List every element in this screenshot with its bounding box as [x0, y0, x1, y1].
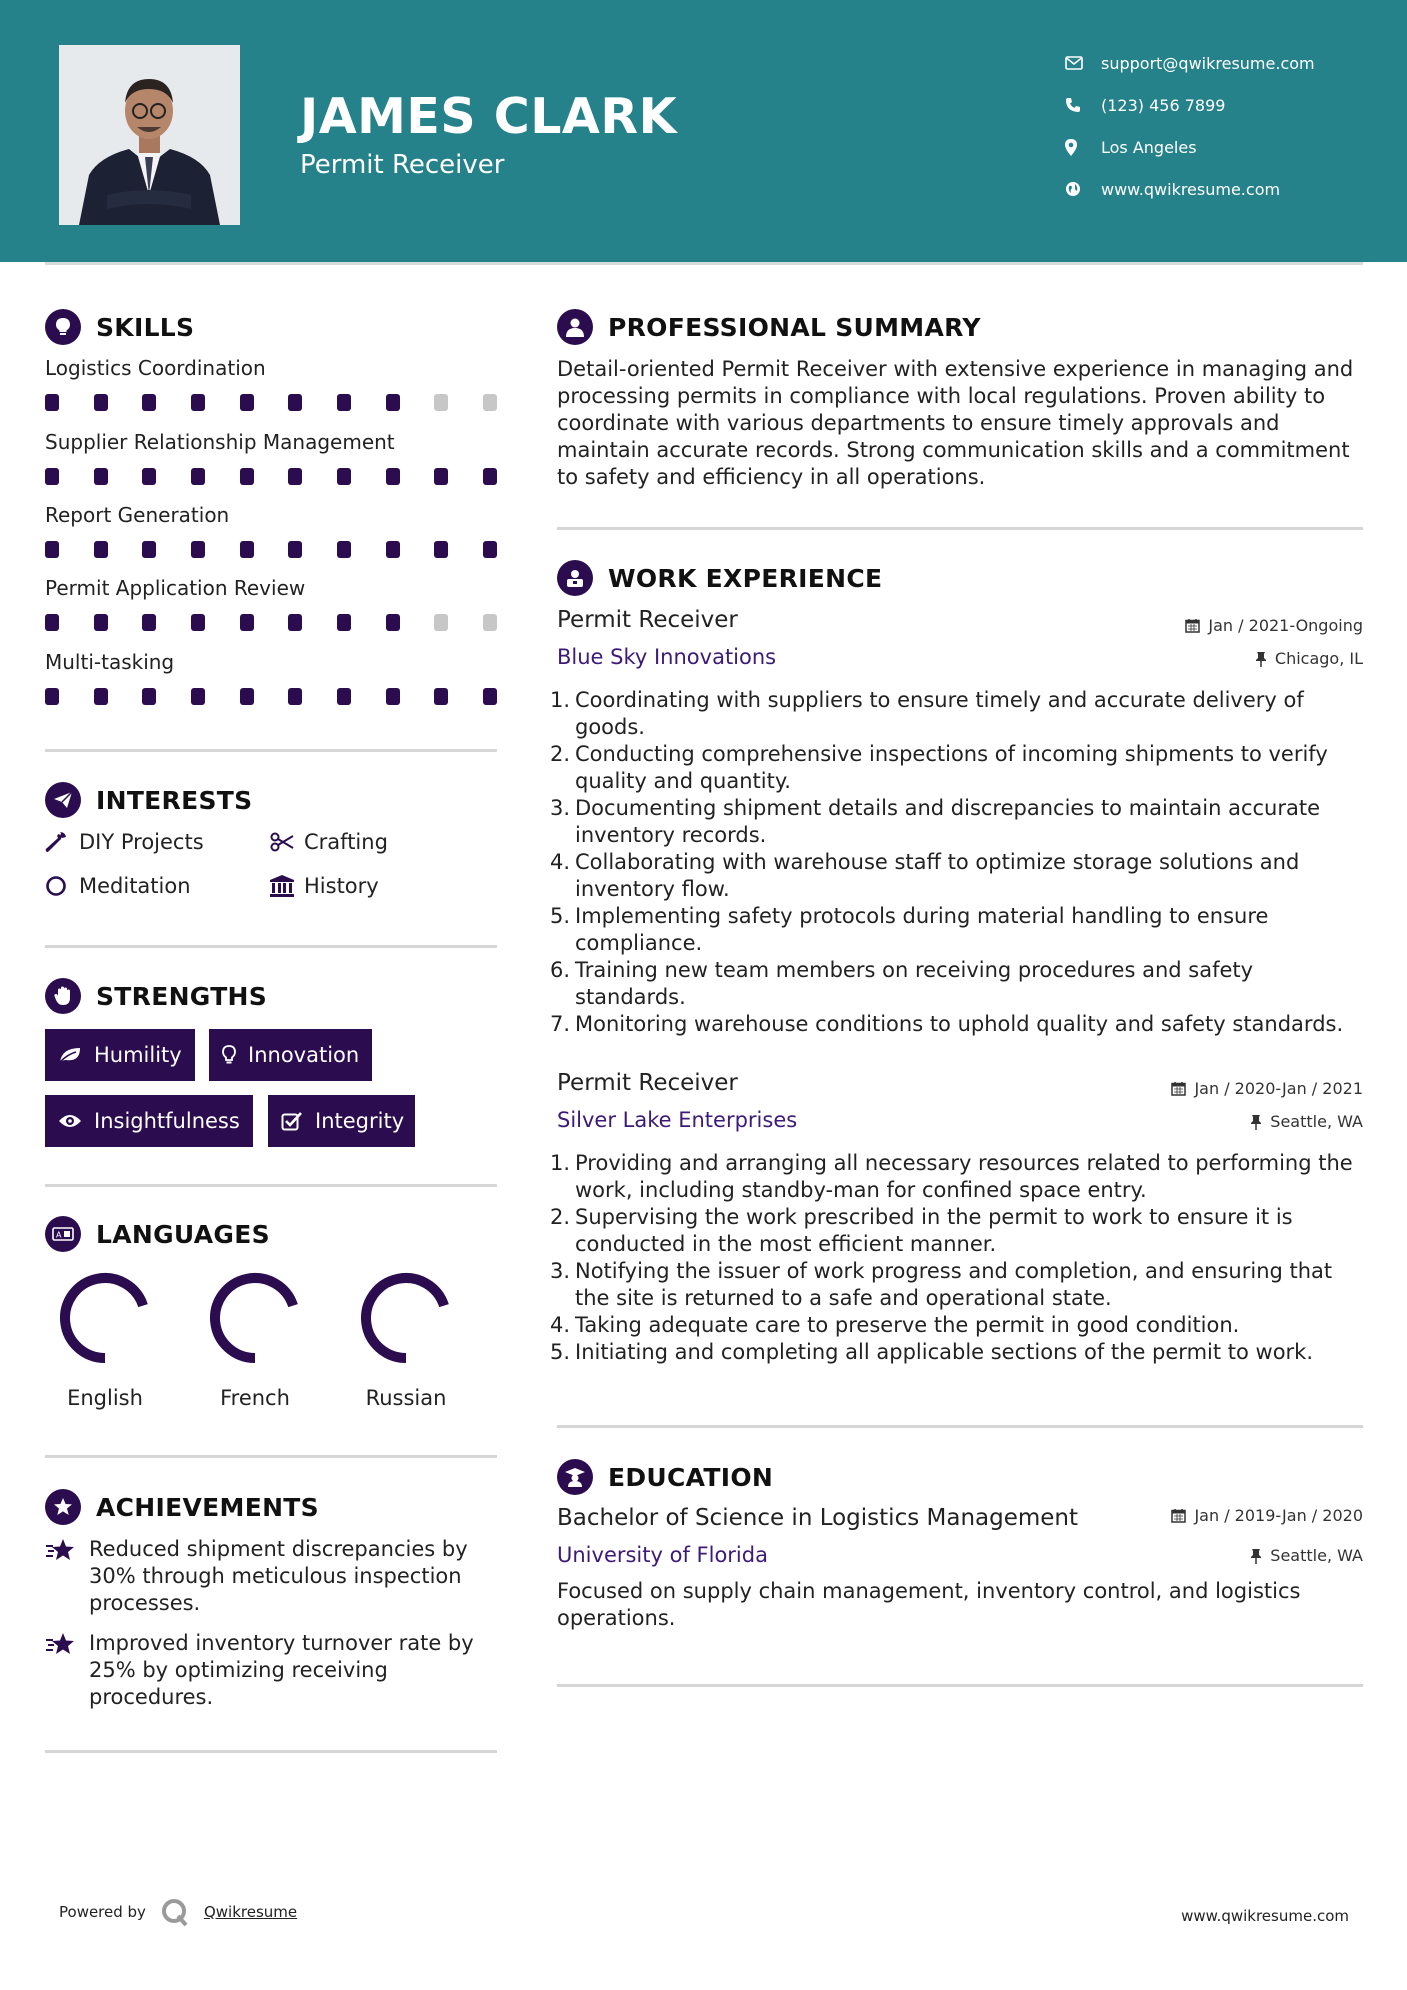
- footer-url[interactable]: www.qwikresume.com: [1181, 1907, 1349, 1925]
- rating-dot: [94, 468, 108, 485]
- rating-dot: [386, 688, 400, 705]
- skill-item: [45, 430, 497, 485]
- list-item: 3. Notifying the issuer of work progress and completion, and ensuring that the site is returned to a safe and operational state.: [550, 1259, 1333, 1310]
- rating-dot: [386, 468, 400, 485]
- summary-text: Detail-oriented Permit Receiver with extensive experience in managing and processing permits in compliance with local regulations. Proven ability to coordinate with various departments to ensure timely approvals and maintain accurate records. Strong communication skills and a commitment to safety and efficiency in all operations.: [557, 357, 1354, 489]
- rating-dot: [288, 688, 302, 705]
- rating-dot: [337, 541, 351, 558]
- pushpin-icon: [1250, 1548, 1262, 1564]
- contact-website[interactable]: www.qwikresume.com: [1065, 168, 1315, 210]
- rating-dot: [45, 541, 59, 558]
- rating-dot: [142, 541, 156, 558]
- skill-name: Logistics Coordination: [45, 356, 266, 380]
- list-item: 5. Implementing safety protocols during material handling to ensure compliance.: [550, 904, 1269, 955]
- rating-dot: [240, 468, 254, 485]
- star-badge-icon: [45, 1489, 81, 1525]
- language-gauge: [205, 1268, 305, 1368]
- rating-dot: [337, 468, 351, 485]
- rating-dot: [191, 394, 205, 411]
- strength-badge: Humility: [45, 1029, 195, 1081]
- skills-heading: SKILLS: [45, 309, 194, 345]
- language-item: Russian: [341, 1268, 471, 1410]
- rating-dot: [386, 541, 400, 558]
- star-icon: [45, 1630, 89, 1711]
- qwikresume-link[interactable]: Qwikresume: [203, 1903, 298, 1921]
- rating-dot: [240, 394, 254, 411]
- rating-dot: [483, 394, 497, 411]
- rating-dot: [337, 688, 351, 705]
- rating-dot: [191, 541, 205, 558]
- wrench-icon: [45, 831, 79, 853]
- achievements-heading: ACHIEVEMENTS: [45, 1489, 319, 1525]
- achievement-item: Improved inventory turnover rate by 25% by optimizing receiving procedures.: [45, 1630, 485, 1711]
- skill-item: [45, 576, 497, 631]
- contact-list: [1065, 42, 1315, 210]
- experience-heading: WORK EXPERIENCE: [557, 560, 882, 596]
- rating-dot: [434, 614, 448, 631]
- skill-name: Report Generation: [45, 503, 230, 527]
- job-bullets: [550, 1150, 1363, 1366]
- job-dates: Jan / 2020-Jan / 2021: [1171, 1079, 1363, 1098]
- section-divider: [45, 1750, 497, 1753]
- user-icon: [557, 309, 593, 345]
- rating-dot: [434, 468, 448, 485]
- skill-rating: [45, 468, 497, 485]
- rating-dot: [142, 688, 156, 705]
- rating-dot: [94, 688, 108, 705]
- qwikresume-logo-icon: [160, 1897, 190, 1927]
- languages-heading: A LANGUAGES: [45, 1216, 270, 1252]
- achievement-item: Reduced shipment discrepancies by 30% through meticulous inspection processes.: [45, 1536, 485, 1617]
- phone-icon: [1065, 97, 1101, 113]
- rating-dot: [45, 614, 59, 631]
- strengths-heading: STRENGTHS: [45, 978, 267, 1014]
- pushpin-icon: [1255, 651, 1267, 667]
- resume-header: [0, 0, 1407, 262]
- list-item: 4. Collaborating with warehouse staff to optimize storage solutions and inventory flow.: [550, 850, 1300, 901]
- rating-dot: [288, 468, 302, 485]
- rating-dot: [483, 541, 497, 558]
- education-dates: Jan / 2019-Jan / 2020: [1171, 1506, 1363, 1525]
- hand-icon: [45, 978, 81, 1014]
- rating-dot: [45, 688, 59, 705]
- check-square-icon: [281, 1111, 303, 1131]
- job-location: Seattle, WA: [1250, 1112, 1363, 1131]
- svg-text:A: A: [56, 1230, 62, 1240]
- skill-rating: [45, 614, 497, 631]
- interest-item: DIY Projects: [45, 830, 204, 854]
- skill-rating: [45, 688, 497, 705]
- skill-item: [45, 503, 497, 558]
- job-title: Permit Receiver: [557, 607, 738, 633]
- rating-dot: [483, 614, 497, 631]
- section-divider: [557, 1684, 1363, 1687]
- scissors-icon: [270, 832, 304, 852]
- contact-phone[interactable]: (123) 456 7899: [1065, 84, 1315, 126]
- section-divider: [45, 1184, 497, 1187]
- rating-dot: [288, 541, 302, 558]
- footer-powered-by: Powered by Qwikresume: [59, 1897, 297, 1927]
- contact-location: Los Angeles: [1065, 126, 1315, 168]
- list-item: 2. Conducting comprehensive inspections of incoming shipments to verify quality and quantity.: [550, 742, 1328, 793]
- location-pin-icon: [1065, 139, 1101, 156]
- school-name: University of Florida: [557, 1543, 768, 1567]
- language-gauge: [55, 1268, 155, 1368]
- skill-name: Supplier Relationship Management: [45, 430, 395, 454]
- rating-dot: [434, 688, 448, 705]
- lightbulb-icon: [45, 309, 81, 345]
- list-item: 3. Documenting shipment details and discrepancies to maintain accurate inventory records.: [550, 796, 1321, 847]
- rating-dot: [386, 614, 400, 631]
- rating-dot: [191, 614, 205, 631]
- education-location: Seattle, WA: [1250, 1546, 1363, 1565]
- job-location: Chicago, IL: [1255, 649, 1363, 668]
- list-item: 5. Initiating and completing all applicable sections of the permit to work.: [550, 1340, 1314, 1364]
- bank-icon: [270, 875, 304, 897]
- strength-badge: Insightfulness: [45, 1095, 253, 1147]
- list-item: 7. Monitoring warehouse conditions to uphold quality and safety standards.: [550, 1012, 1344, 1036]
- rating-dot: [94, 394, 108, 411]
- language-gauge: [356, 1268, 456, 1368]
- interest-item: Meditation: [45, 874, 191, 898]
- rating-dot: [483, 688, 497, 705]
- candidate-role: Permit Receiver: [300, 150, 505, 180]
- skill-name: Permit Application Review: [45, 576, 306, 600]
- rating-dot: [45, 468, 59, 485]
- calendar-icon: [1171, 1081, 1186, 1096]
- company-name: Blue Sky Innovations: [557, 645, 777, 669]
- job-bullets: [550, 687, 1363, 1038]
- section-divider: [45, 1455, 497, 1458]
- language-item: French: [190, 1268, 320, 1410]
- rating-dot: [191, 468, 205, 485]
- calendar-icon: [1185, 618, 1200, 633]
- list-item: 1. Providing and arranging all necessary resources related to performing the work, including standby-man for confined space entry.: [550, 1151, 1353, 1202]
- star-icon: [45, 1536, 89, 1617]
- briefcase-icon: [557, 560, 593, 596]
- rating-dot: [142, 468, 156, 485]
- candidate-name: JAMES CLARK: [300, 88, 678, 145]
- contact-email[interactable]: support@qwikresume.com: [1065, 42, 1315, 84]
- calendar-icon: [1171, 1508, 1186, 1523]
- profile-photo: [59, 45, 240, 225]
- strength-badge: Integrity: [268, 1095, 415, 1147]
- eye-icon: [58, 1113, 82, 1129]
- skill-name: Multi-tasking: [45, 650, 175, 674]
- list-item: 4. Taking adequate care to preserve the permit in good condition.: [550, 1313, 1240, 1337]
- language-icon: [45, 1216, 81, 1252]
- job-dates: Jan / 2021-Ongoing: [1185, 616, 1363, 635]
- rating-dot: [240, 614, 254, 631]
- leaf-icon: [58, 1046, 82, 1064]
- rating-dot: [240, 688, 254, 705]
- section-divider: [557, 527, 1363, 530]
- interest-item: Crafting: [270, 830, 388, 854]
- rating-dot: [142, 614, 156, 631]
- globe-icon: [1065, 181, 1101, 197]
- skill-item: [45, 356, 497, 411]
- list-item: 2. Supervising the work prescribed in the permit to work to ensure it is conducted in the most efficient manner.: [550, 1205, 1293, 1256]
- skill-rating: [45, 394, 497, 411]
- rating-dot: [288, 394, 302, 411]
- interests-heading: INTERESTS: [45, 782, 252, 818]
- rating-dot: [240, 541, 254, 558]
- lightbulb-icon: [222, 1045, 236, 1065]
- education-description: Focused on supply chain management, inventory control, and logistics operations.: [557, 1579, 1301, 1630]
- company-name: Silver Lake Enterprises: [557, 1108, 798, 1132]
- section-divider: [45, 749, 497, 752]
- envelope-icon: [1065, 56, 1101, 70]
- rating-dot: [288, 614, 302, 631]
- skill-item: [45, 650, 497, 705]
- rating-dot: [483, 468, 497, 485]
- graduation-icon: [557, 1459, 593, 1495]
- section-divider: [45, 945, 497, 948]
- section-divider: [557, 1425, 1363, 1428]
- education-heading: EDUCATION: [557, 1459, 773, 1495]
- strength-badge: Innovation: [209, 1029, 372, 1081]
- list-item: 6. Training new team members on receiving procedures and safety standards.: [550, 958, 1254, 1009]
- job-title: Permit Receiver: [557, 1070, 738, 1096]
- rating-dot: [45, 394, 59, 411]
- pushpin-icon: [1250, 1114, 1262, 1130]
- degree-title: Bachelor of Science in Logistics Management: [557, 1505, 1079, 1531]
- rating-dot: [386, 394, 400, 411]
- rating-dot: [337, 614, 351, 631]
- rating-dot: [191, 688, 205, 705]
- interest-item: History: [270, 874, 379, 898]
- rating-dot: [337, 394, 351, 411]
- language-item: English: [40, 1268, 170, 1410]
- circle-icon: [45, 875, 79, 897]
- rating-dot: [434, 541, 448, 558]
- summary-heading: PROFESSIONAL SUMMARY: [557, 309, 981, 345]
- header-divider: [45, 262, 1363, 265]
- rating-dot: [94, 541, 108, 558]
- skill-rating: [45, 541, 497, 558]
- paper-plane-icon: [45, 782, 81, 818]
- rating-dot: [434, 394, 448, 411]
- rating-dot: [94, 614, 108, 631]
- rating-dot: [142, 394, 156, 411]
- list-item: 1. Coordinating with suppliers to ensure timely and accurate delivery of goods.: [550, 688, 1304, 739]
